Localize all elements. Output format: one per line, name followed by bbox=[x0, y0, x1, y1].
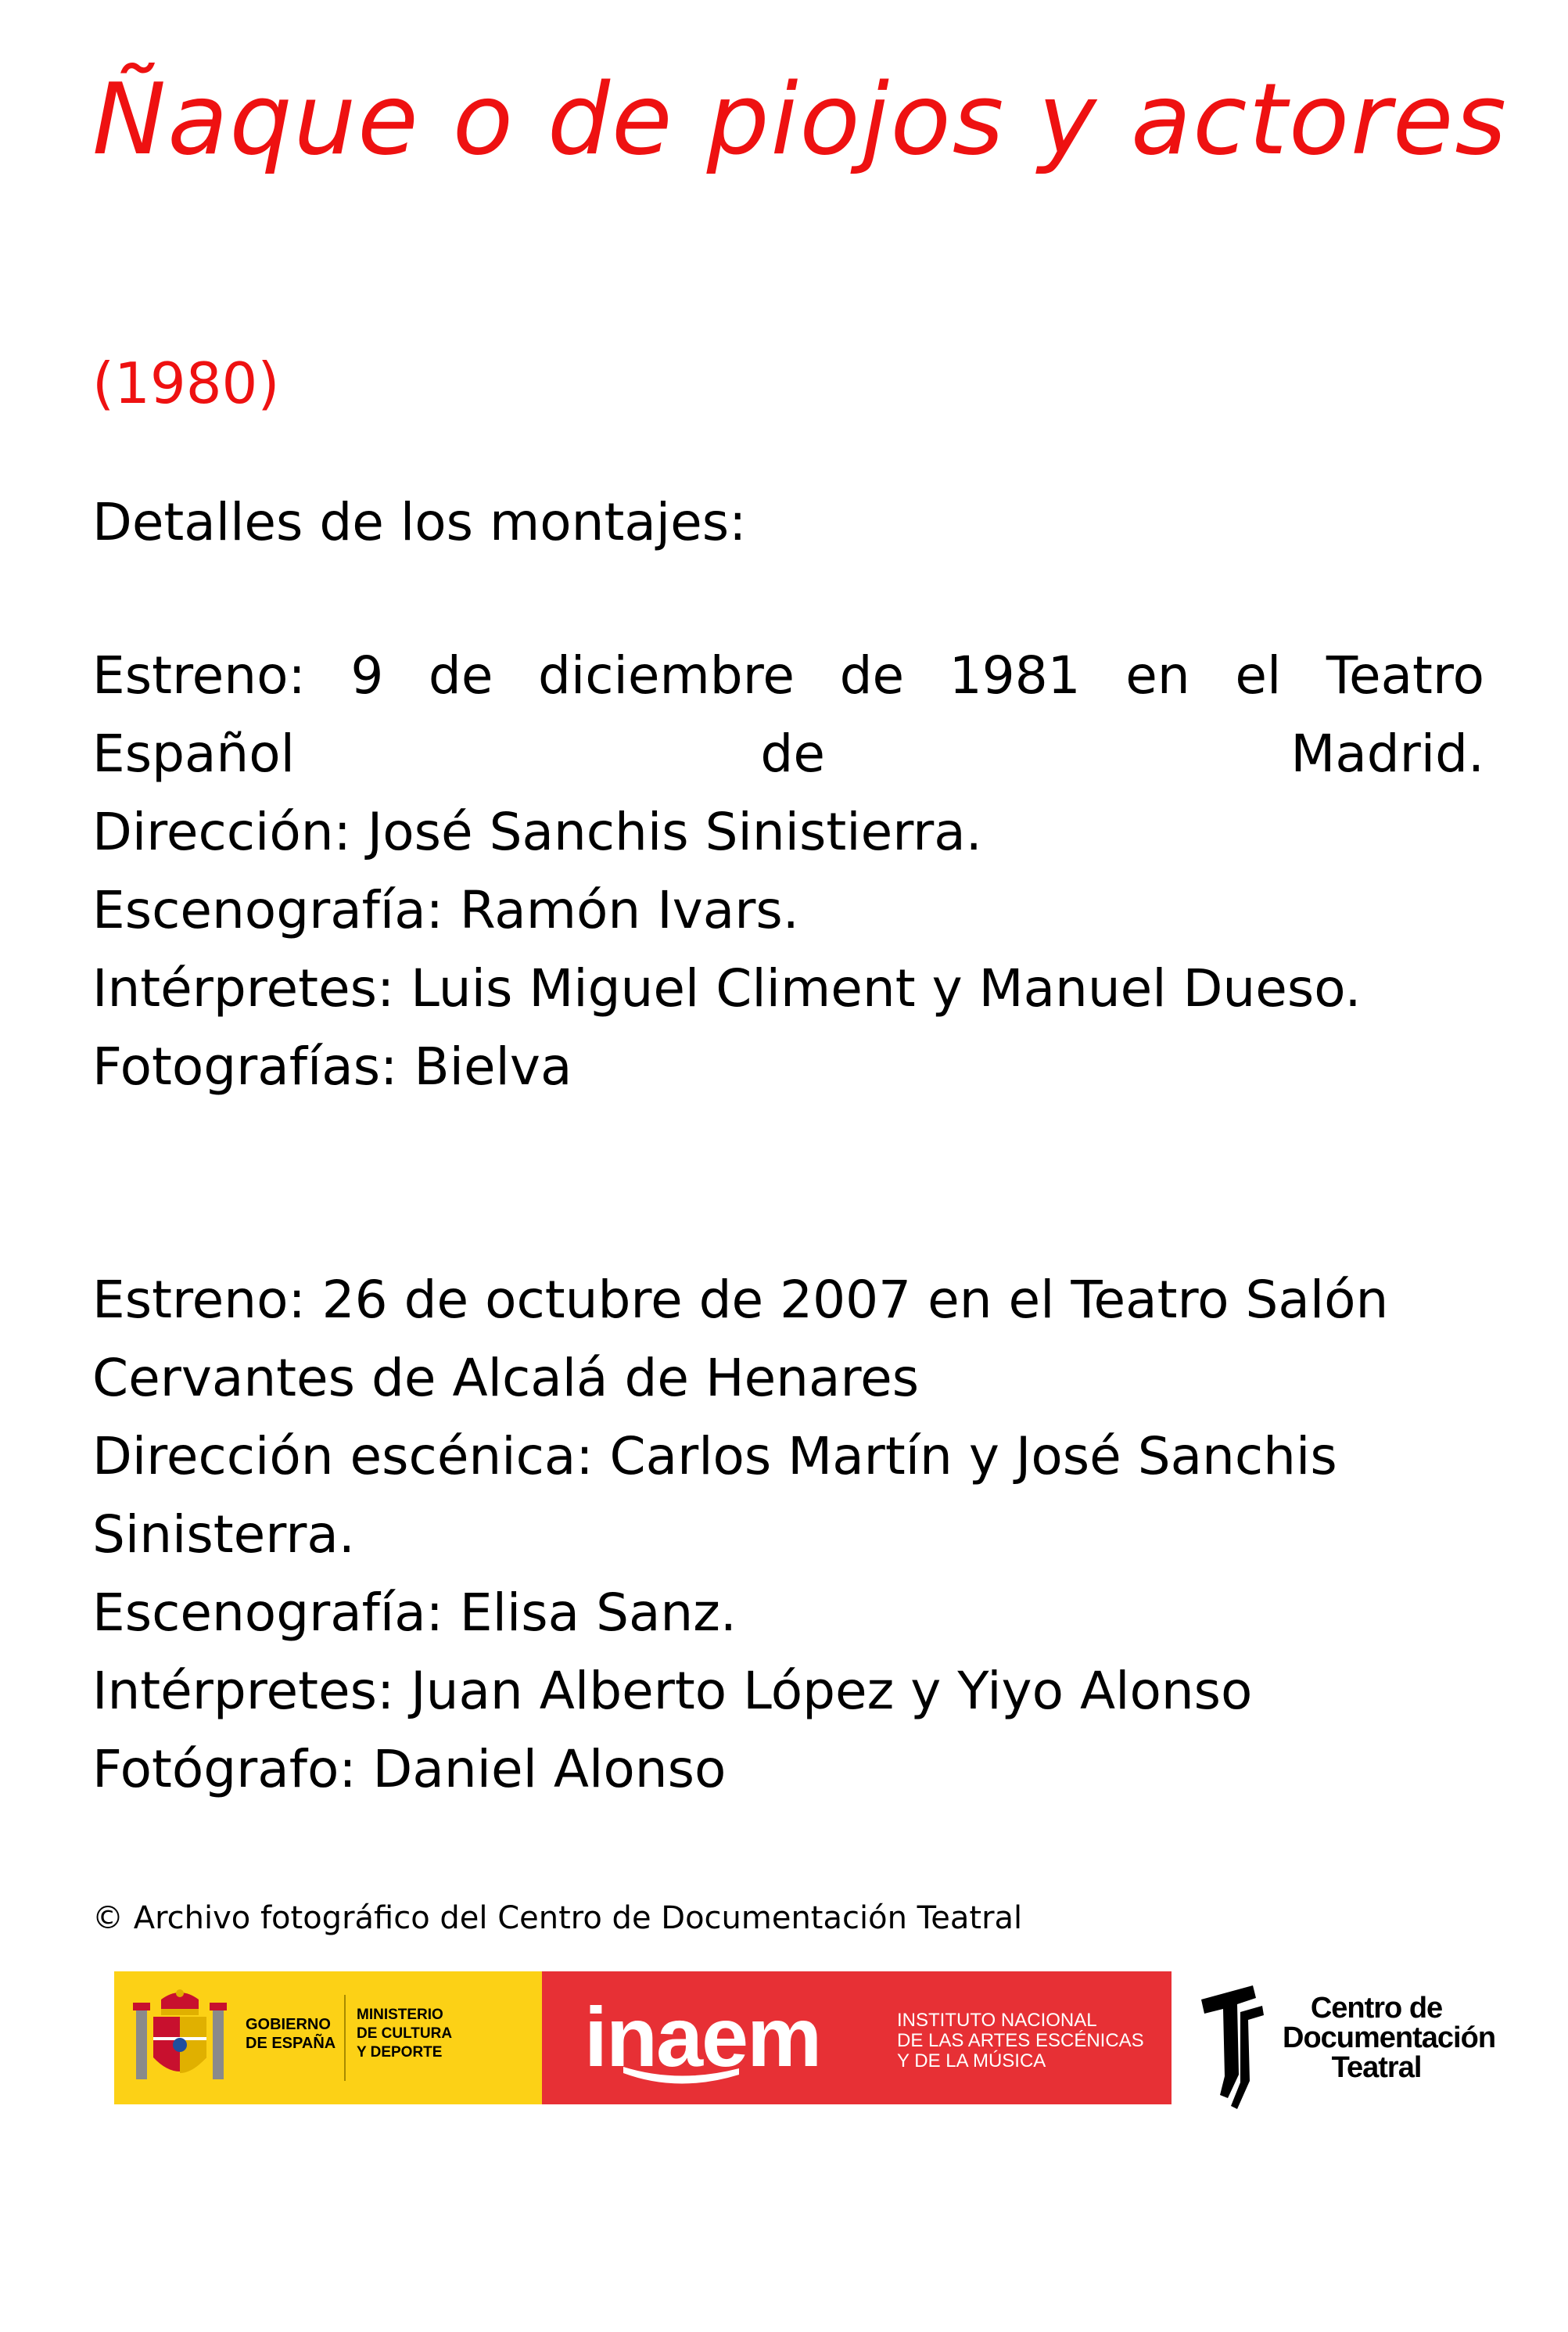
premiere-1: Estreno: 9 de diciembre de 1981 en el Teatro Español de Madrid. bbox=[92, 645, 1484, 784]
performers-1: Intérpretes: Luis Miguel Climent y Manuel Dueso. bbox=[92, 958, 1362, 1019]
inaem-logo bbox=[542, 1971, 1172, 2104]
photos-2: Fotógrafo: Daniel Alonso bbox=[92, 1739, 727, 1799]
coat-of-arms-icon bbox=[130, 1985, 230, 2090]
inaem-wordmark: inaem bbox=[584, 1989, 821, 2084]
photos-1: Fotografías: Bielva bbox=[92, 1037, 572, 1097]
year: (1980) bbox=[92, 350, 280, 416]
ministry-label: MINISTERIO DE CULTURA Y DEPORTE bbox=[357, 2007, 453, 2061]
premiere-2: Estreno: 26 de octubre de 2007 en el Teatro Salón Cervantes de Alcalá de Henares bbox=[92, 1270, 1389, 1408]
set-design-2: Escenografía: Elisa Sanz. bbox=[92, 1583, 737, 1643]
cdt-logo-text: Centro de Documentación Teatral bbox=[1283, 1992, 1496, 2084]
logo-divider bbox=[344, 1995, 346, 2081]
direction-1: Dirección: José Sanchis Sinistierra. bbox=[92, 802, 982, 862]
government-ministry-logo bbox=[114, 1971, 542, 2104]
details-heading: Detalles de los montajes: bbox=[92, 492, 747, 552]
page-title: Ñaque o de piojos y actores bbox=[92, 62, 1509, 177]
set-design-1: Escenografía: Ramón Ivars. bbox=[92, 880, 799, 940]
government-label: GOBIERNO DE ESPAÑA bbox=[246, 2016, 336, 2052]
direction-2: Dirección escénica: Carlos Martín y José Sanchis Sinisterra. bbox=[92, 1426, 1337, 1565]
production-1 bbox=[92, 637, 1484, 1106]
inaem-swoosh-icon bbox=[623, 2064, 741, 2095]
cdt-logo-icon bbox=[1197, 1981, 1268, 2114]
inaem-full-name: INSTITUTO NACIONAL DE LAS ARTES ESCÉNICAS Y DE LA MÚSICA bbox=[897, 2010, 1144, 2071]
performers-2: Intérpretes: Juan Alberto López y Yiyo Alonso bbox=[92, 1661, 1253, 1721]
production-2 bbox=[92, 1261, 1484, 1809]
copyright-notice: © Archivo fotográfico del Centro de Documentación Teatral bbox=[92, 1900, 1023, 1936]
